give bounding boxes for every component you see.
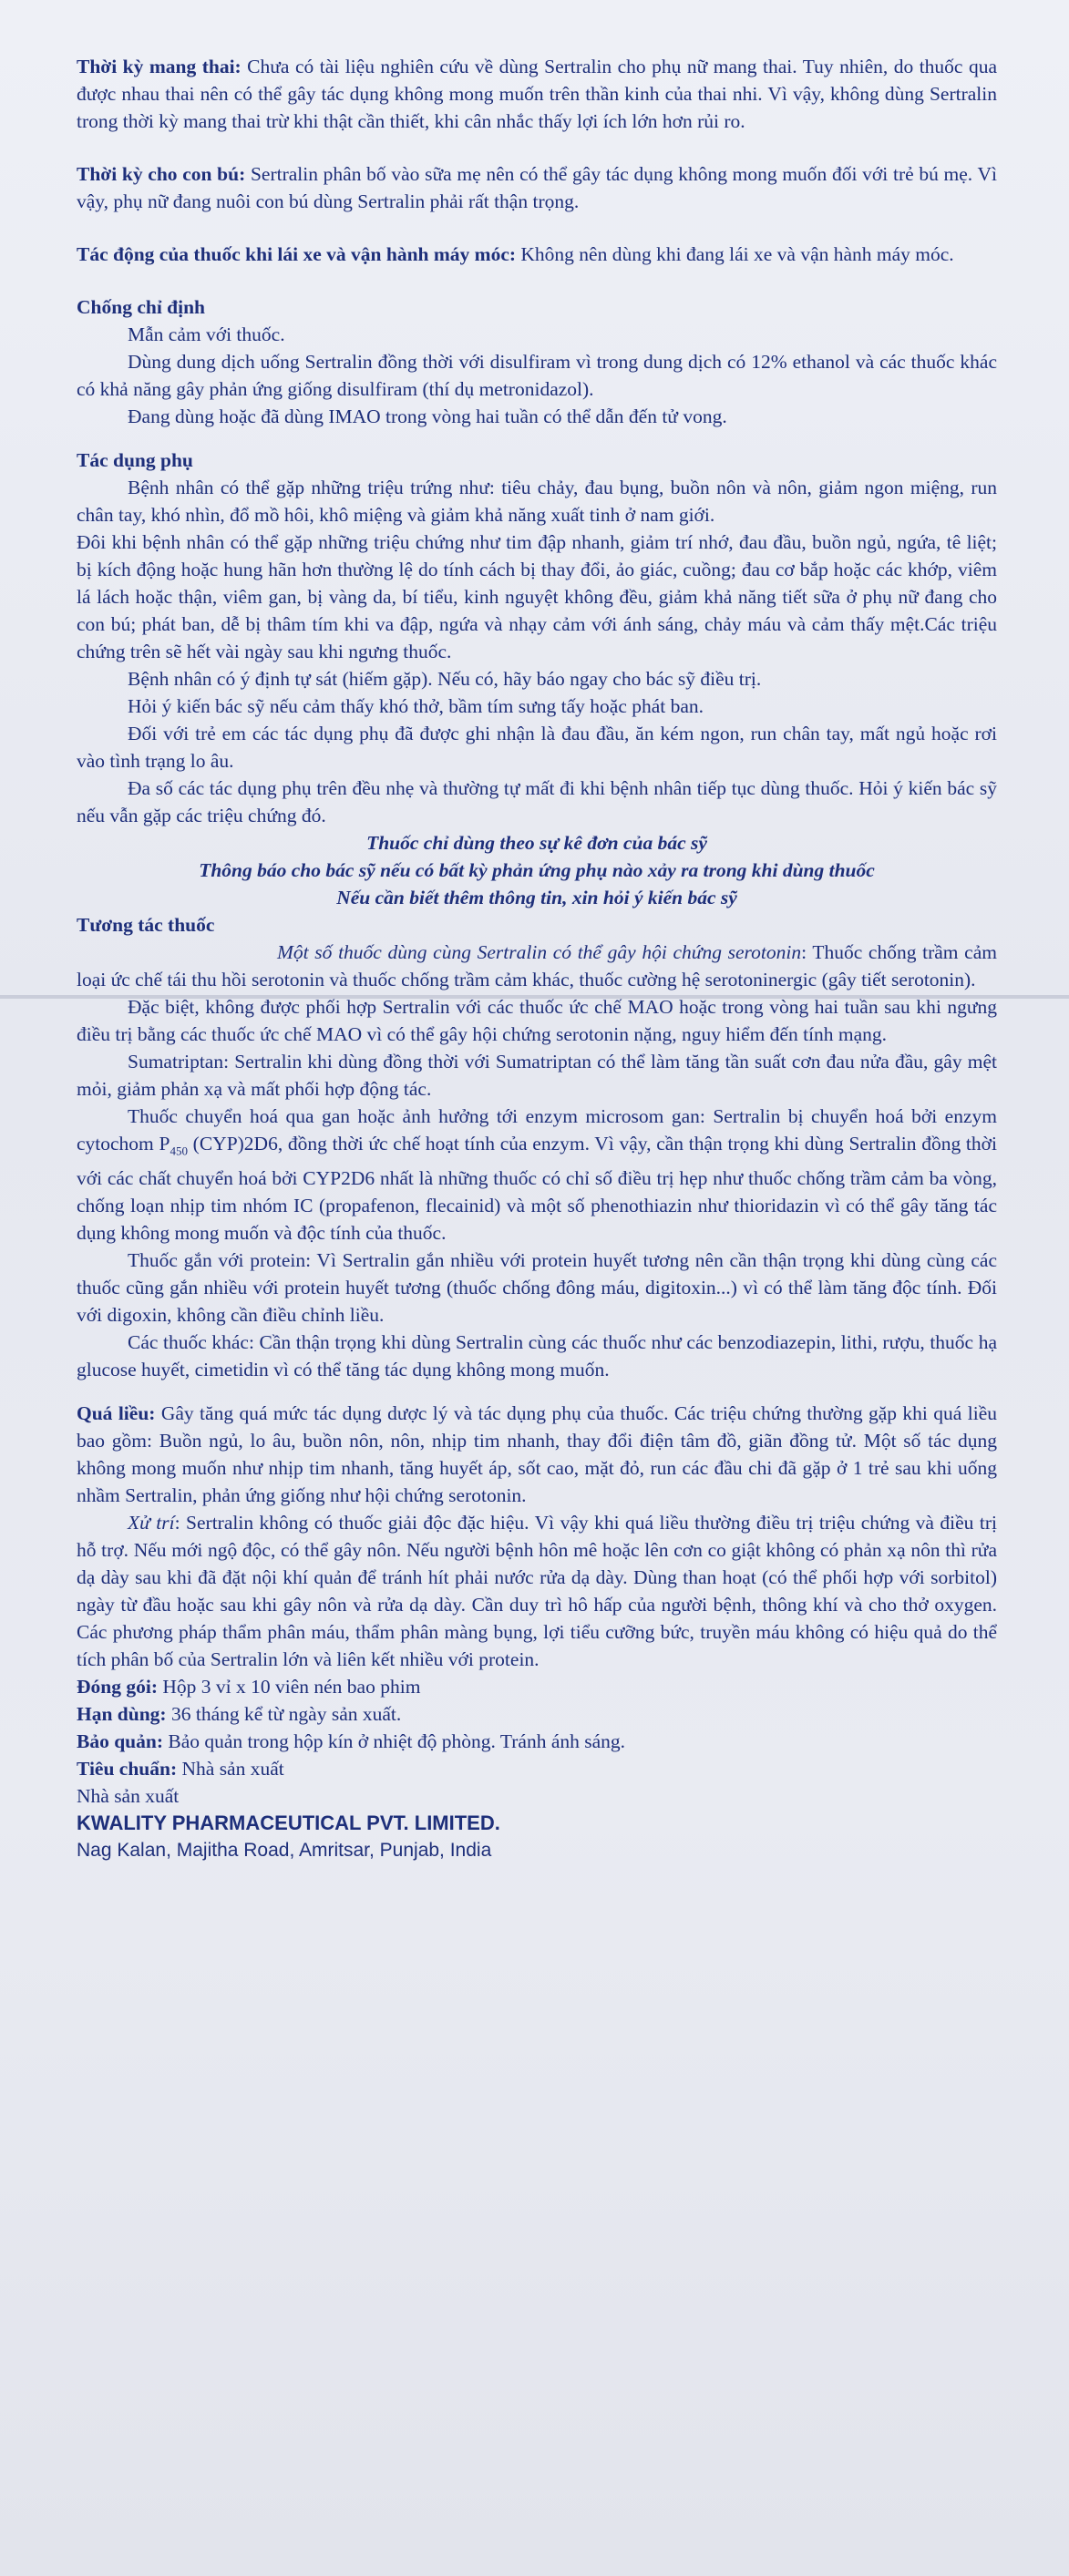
side-effect-paragraph: Đa số các tác dụng phụ trên đều nhẹ và thường tự mất đi khi bệnh nhân tiếp tục dùng thuốc. Hỏi ý kiến bác sỹ nếu vẫn gặp các triệu chứng đó. xyxy=(77,777,997,826)
standard-label: Tiêu chuẩn: xyxy=(77,1758,178,1781)
subscript: 450 xyxy=(170,1144,188,1158)
overdose-section xyxy=(77,1400,997,1509)
side-effect-paragraph: Bệnh nhân có thể gặp những triệu trứng như: tiêu chảy, đau bụng, buồn nôn và nôn, giảm ngon miệng, run chân tay, khó nhìn, đổ mồ hôi, khô miệng và giảm khả năng xuất tinh ở nam giới. xyxy=(77,477,997,526)
interaction-paragraph: Thuốc gắn với protein: Vì Sertralin gắn nhiều với protein huyết tương nên cần thận trọng khi dùng cùng các thuốc cũng gắn nhiều với protein huyết tương (thuốc chống đông máu, digitoxin...) vì có thể làm tăng độc tính. Đối với digoxin, không cần điều chỉnh liều. xyxy=(77,1249,997,1327)
side-effects-heading: Tác dụng phụ xyxy=(77,449,193,471)
driving-section xyxy=(77,241,997,268)
interaction-paragraph: Các thuốc khác: Cần thận trọng khi dùng Sertralin cùng các thuốc như các benzodiazepin, lithi, rượu, thuốc hạ glucose huyết, cimetidin vì có thể tăng tác dụng không mong muốn. xyxy=(77,1331,997,1381)
notice-line: Thuốc chỉ dùng theo sự kê đơn của bác sỹ xyxy=(366,832,707,854)
storage-line xyxy=(77,1728,997,1755)
interaction-text: : Thuốc chống trầm cảm loại ức chế tái thu hồi serotonin và thuốc chống trầm cảm khác, thuốc cường hệ serotoninergic (gây tiết serotonin). xyxy=(77,941,997,990)
interaction-paragraph xyxy=(77,939,997,993)
side-effect-paragraph: Hỏi ý kiến bác sỹ nếu cảm thấy khó thở, bầm tím sưng tấy hoặc phát ban. xyxy=(128,695,704,717)
expiry-line xyxy=(77,1700,997,1728)
contraindication-item: Đang dùng hoặc đã dùng IMAO trong vòng hai tuần có thể dẫn đến tử vong. xyxy=(128,405,727,427)
expiry-label: Hạn dùng: xyxy=(77,1703,167,1726)
notice-line: Nếu cần biết thêm thông tin, xin hỏi ý kiến bác sỹ xyxy=(336,887,737,908)
storage-label: Bảo quản: xyxy=(77,1730,163,1753)
leaflet-content xyxy=(77,53,997,1864)
interaction-paragraph xyxy=(77,1103,997,1247)
packaging-label: Đóng gói: xyxy=(77,1676,158,1699)
pregnancy-text: Chưa có tài liệu nghiên cứu về dùng Sertralin cho phụ nữ mang thai. Tuy nhiên, do thuốc qua được nhau thai nên có thể gây tác dụng không mong muốn trên thần kinh của thai nhi. Vì vậy, không dùng Sertralin trong thời kỳ mang thai trừ khi thật cần thiết, khi cân nhắc thấy lợi ích lớn hơn rủi ro. xyxy=(77,56,998,132)
pregnancy-section xyxy=(77,53,997,135)
lactation-text: Sertralin phân bố vào sữa mẹ nên có thể gây tác dụng không mong muốn đối với trẻ bú mẹ. Vì vậy, phụ nữ đang nuôi con bú dùng Sertralin phải rất thận trọng. xyxy=(77,163,997,212)
side-effect-paragraph: Đối với trẻ em các tác dụng phụ đã được ghi nhận là đau đầu, ăn kém ngon, run chân tay, mất ngủ hoặc rơi vào tình trạng lo âu. xyxy=(77,723,997,772)
packaging-text: Hộp 3 vỉ x 10 viên nén bao phim xyxy=(158,1676,421,1699)
treatment-label: Xử trí xyxy=(128,1512,175,1534)
contraindication-item: Mẫn cảm với thuốc. xyxy=(128,323,285,345)
contraindications-heading: Chống chỉ định xyxy=(77,296,206,318)
side-effect-paragraph: Bệnh nhân có ý định tự sát (hiếm gặp). Nếu có, hãy báo ngay cho bác sỹ điều trị. xyxy=(128,668,762,690)
storage-text: Bảo quản trong hộp kín ở nhiệt độ phòng. Tránh ánh sáng. xyxy=(163,1730,626,1753)
manufacturer-label: Nhà sản xuất xyxy=(77,1785,180,1808)
overdose-treatment xyxy=(77,1509,997,1673)
notice-line: Thông báo cho bác sỹ nếu có bất kỳ phản ứng phụ nào xảy ra trong khi dùng thuốc xyxy=(199,859,875,881)
manufacturer-name: KWALITY PHARMACEUTICAL PVT. LIMITED. xyxy=(77,1811,500,1835)
driving-label: Tác động của thuốc khi lái xe và vận hành máy móc: xyxy=(77,243,517,265)
expiry-text: 36 tháng kể từ ngày sản xuất. xyxy=(166,1703,402,1726)
driving-text: Không nên dùng khi đang lái xe và vận hành máy móc. xyxy=(516,243,954,265)
lactation-label: Thời kỳ cho con bú: xyxy=(77,163,246,185)
treatment-text: : Sertralin không có thuốc giải độc đặc hiệu. Vì vậy khi quá liều thường điều trị triệu chứng và điều trị hỗ trợ. Nếu mới ngộ độc, có thể gây nôn. Nếu người bệnh hôn mê hoặc lên cơn co giật không có phản xạ nôn thì rửa dạ dày sau khi đã đặt nội khí quản để tránh hít phải nước rửa dạ dày. Dùng than hoạt (có thể phối hợp với sorbitol) ngày từ đầu hoặc sau khi gây nôn và rửa dạ dày. Cần duy trì hô hấp của người bệnh, thông khí và cho thở oxygen. Các phương pháp thẩm phân máu, thẩm phân màng bụng, lợi tiểu cưỡng bức, truyền máu không có hiệu quả do thể tích phân bố của Sertralin lớn và liên kết nhiều với protein. xyxy=(77,1512,997,1671)
interaction-paragraph: Sumatriptan: Sertralin khi dùng đồng thời với Sumatriptan có thể làm tăng tần suất cơn đau nửa đầu, gây mệt mỏi, giảm phản xạ và mất phối hợp động tác. xyxy=(77,1051,997,1100)
side-effect-paragraph: Đôi khi bệnh nhân có thể gặp những triệu chứng như tim đập nhanh, giảm trí nhớ, đau đầu, buồn ngủ, ngứa, tê liệt; bị kích động hoặc hung hãn hơn thường lệ do tính cách bị thay đổi, ảo giác, cuồng; đau cơ bắp hoặc các khớp, viêm lá lách hoặc thận, viêm gan, bị vàng da, bí tiểu, kinh nguyệt không đều, giảm khả năng tiết sữa ở phụ nữ đang cho con bú; phát ban, dễ bị thâm tím khi va đập, ngứa và nhạy cảm với ánh sáng, chảy máu và cảm thấy mệt.Các triệu chứng trên sẽ hết vài ngày sau khi ngưng thuốc. xyxy=(77,531,997,662)
packaging-line xyxy=(77,1673,997,1700)
interaction-paragraph: Đặc biệt, không được phối hợp Sertralin với các thuốc ức chế MAO hoặc trong vòng hai tuần sau khi ngưng điều trị bằng các thuốc ức chế MAO vì có thể gây hội chứng serotonin nặng, nguy hiểm đến tính mạng. xyxy=(77,996,997,1045)
contraindication-item: Dùng dung dịch uống Sertralin đồng thời với disulfiram vì trong dung dịch có 12% ethanol và các thuốc khác có khả năng gây phản ứng giống disulfiram (thí dụ metronidazol). xyxy=(77,351,997,400)
pregnancy-label: Thời kỳ mang thai: xyxy=(77,56,242,77)
lactation-section xyxy=(77,160,997,215)
interaction-text: (CYP)2D6, đồng thời ức chế hoạt tính của enzym. Vì vậy, cần thận trọng khi dùng Sertralin đồng thời với các chất chuyển hoá bởi CYP2D6 nhất là những thuốc có chỉ số điều trị hẹp như thuốc chống trầm cảm ba vòng, chống loạn nhịp tim nhóm IC (propafenon, flecainid) và một số phenothiazin như thioridazin vì có thể gây tăng tác dụng không mong muốn và độc tính của thuốc. xyxy=(77,1133,997,1245)
interaction-italic: Một số thuốc dùng cùng Sertralin có thể gây hội chứng serotonin xyxy=(277,941,802,963)
standard-text: Nhà sản xuất xyxy=(177,1758,284,1781)
overdose-label: Quá liều: xyxy=(77,1402,156,1425)
interaction-text: Thuốc chuyển hoá qua gan hoặc ảnh hưởng tới enzym microsom gan: Sertralin bị chuyển hoá bởi enzym cytochom P xyxy=(77,1105,997,1155)
overdose-text: Gây tăng quá mức tác dụng dược lý và tác dụng phụ của thuốc. Các triệu chứng thường gặp khi quá liều bao gồm: Buồn ngủ, lo âu, buồn nôn, nôn, nhịp tim nhanh, thay đổi điện tâm đồ, giãn đồng tử. Một số tác dụng không mong muốn như nhịp tim nhanh, tăng huyết áp, sốt cao, mặt đỏ, run các đầu chi đã gặp ở 1 trẻ sau khi uống nhầm Sertralin, phản ứng giống như hội chứng serotonin. xyxy=(77,1402,997,1507)
manufacturer-address: Nag Kalan, Majitha Road, Amritsar, Punjab, India xyxy=(77,1840,492,1862)
standard-line xyxy=(77,1755,997,1782)
interactions-heading: Tương tác thuốc xyxy=(77,914,215,936)
